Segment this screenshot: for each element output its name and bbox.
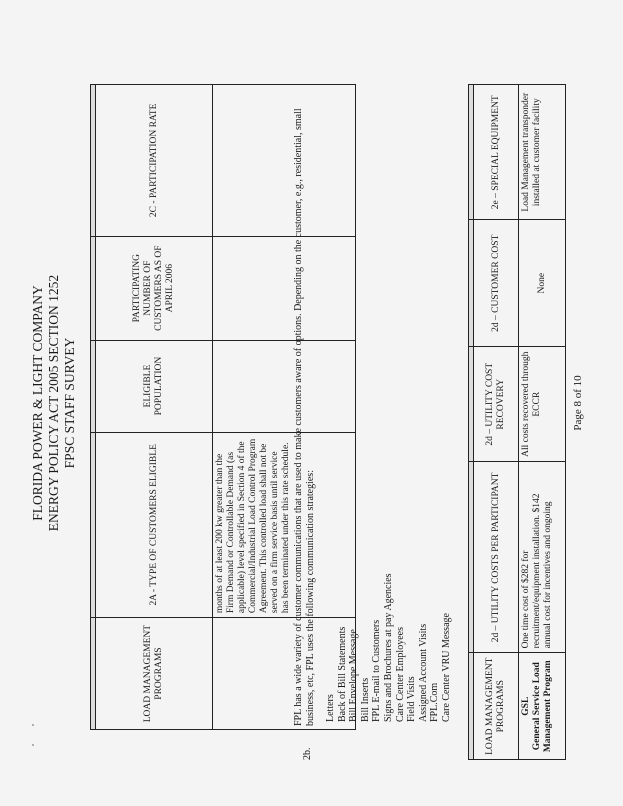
scan-speck <box>32 724 34 726</box>
list-item: Back of Bill Statements <box>336 626 348 722</box>
scan-speck <box>32 744 34 746</box>
col-header-costs-per-participant: 2d – UTILITY COSTS PER PARTICIPANT <box>474 462 519 653</box>
cell-program <box>519 653 566 760</box>
list-item: Care Center VRU Message <box>440 613 452 722</box>
table-header-row <box>474 85 519 760</box>
header-survey: FPSC STAFF SURVEY <box>62 337 77 469</box>
col-header-programs: LOAD MANAGEMENT PROGRAMS <box>474 653 519 760</box>
cell-customer-cost: None <box>519 220 566 347</box>
program-name: General Service Load Management Program <box>532 660 553 753</box>
cost-table <box>468 84 566 760</box>
list-item: Bill Inserts <box>359 677 371 722</box>
cell-special-equipment: Load Management transponder installed at customer facility <box>519 85 566 220</box>
col-header-programs: LOAD MANAGEMENT PROGRAMS <box>96 618 213 730</box>
cell-cost-recovery: All costs recovered through ECCR <box>519 347 566 462</box>
col-header-cost-recovery: 2d – UTILITY COST RECOVERY <box>474 347 519 462</box>
list-item: Bill Envelope Message <box>348 629 360 722</box>
list-item: Field Visits <box>406 676 418 722</box>
cell-participation-rate <box>213 85 356 237</box>
header-act: ENERGY POLICY ACT 2005 SECTION 1252 <box>46 274 61 532</box>
list-item: FPL E-mail to Customers <box>371 619 383 722</box>
col-header-special-equipment: 2e – SPECIAL EQUIPMENT <box>474 85 519 220</box>
table-header-row <box>96 85 213 730</box>
cell-type-eligible: months of at least 200 kw greater than the Firm Demand or Controllable Demand (as applicable) level specified in Section 4 of the Commercial/Industrial Load Control Program Agreement. This controlled load shall not be served on a firm service basis until service has been terminated under this rate schedule. <box>213 432 356 618</box>
list-item: Letters <box>325 694 336 722</box>
col-header-customer-cost: 2d – CUSTOMER COST <box>474 220 519 347</box>
document-header <box>30 0 78 806</box>
section-2b-intro: FPL has a wide variety of customer communications that are used to make customers aware of options. Depending on the customer, e.g., residential, small business, etc, FPL uses the following communication strategies: <box>293 108 316 726</box>
col-header-eligible-population: ELIGIBLE POPULATION <box>96 340 213 432</box>
col-header-participating-number: PARTICIPATING NUMBER OF CUSTOMERS AS OF APRIL 2006 <box>96 236 213 340</box>
cell-eligible-population <box>213 340 356 432</box>
list-item: Care Center Employees <box>394 627 406 722</box>
list-item: Assigned Account Visits <box>417 623 429 722</box>
page-number: Page 8 of 10 <box>572 375 584 431</box>
section-label: 2b. <box>302 747 313 760</box>
col-header-participation-rate: 2C - PARTICIPATION RATE <box>96 85 213 237</box>
cell-participating-number <box>213 236 356 340</box>
communication-strategies-list <box>325 573 453 722</box>
table-row <box>519 85 566 760</box>
list-item: Signs and Brochures at pay Agencies <box>382 573 394 722</box>
program-code: GSL <box>521 696 531 716</box>
col-header-type-eligible: 2A - TYPE OF CUSTOMERS ELIGIBLE <box>96 432 213 618</box>
cell-cost-per-participant: One time cost of $282 for recruitment/equipment installation. $142 annual cost for incentives and ongoing <box>519 462 566 653</box>
header-company: FLORIDA POWER & LIGHT COMPANY <box>30 285 45 521</box>
list-item: FPL.Com <box>429 682 441 722</box>
